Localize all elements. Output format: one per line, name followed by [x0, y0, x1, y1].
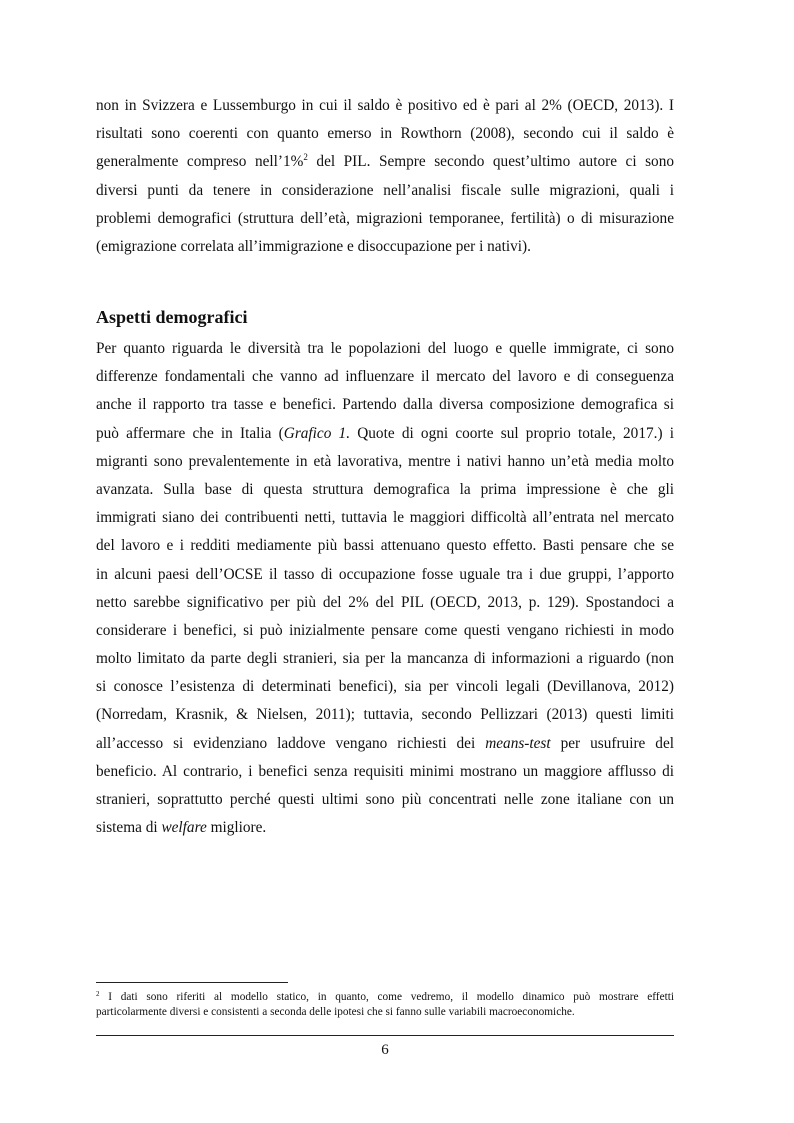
text-line: considerare i benefici, si può inizialmente pensare come questi vengano richiesti in modo	[96, 621, 674, 639]
section-heading: Aspetti demografici	[96, 307, 248, 327]
text-line: Per quanto riguarda le diversità tra le popolazioni del luogo e quelle immigrate, ci sono	[96, 340, 674, 357]
chart-reference: Grafico 1.	[283, 424, 351, 442]
text-run: I dati sono riferiti al modello statico, in quanto, come vedremo, il modello dinamico può mostrare effetti	[99, 991, 674, 1003]
text-run: generalmente compreso nell’1%	[96, 153, 304, 171]
text-line: risultati sono coerenti con quanto emerso in Rowthorn (2008), secondo cui il saldo è	[96, 125, 674, 143]
text-line: avanzata. Sulla base di questa struttura demografica la prima impressione è che gli	[96, 480, 674, 498]
text-line: immigrati siano dei contribuenti netti, tuttavia le maggiori difficoltà all’entrata nel mercato	[96, 509, 674, 527]
text-line: (emigrazione correlata all’immigrazione e disoccupazione per i nativi).	[96, 237, 531, 255]
text-line: stranieri, soprattutto perché questi ultimi sono più concentrati nelle zone italiane con un	[96, 791, 674, 808]
text-run: del PIL. Sempre secondo quest’ultimo autore ci sono	[307, 153, 675, 171]
text-line: differenze fondamentali che vanno ad influenzare il mercato del lavoro e di conseguenza	[96, 368, 674, 386]
text-run: per usufruire del	[550, 734, 674, 752]
footnote-line: particolarmente diversi e consistenti a seconda delle ipotesi che si fanno sulle variabili macroeconomiche.	[96, 1006, 575, 1018]
text-line: molto limitato da parte degli stranieri, sia per la mancanza di informazioni a riguardo (non	[96, 650, 674, 668]
text-run: Quote di ogni coorte sul proprio totale, 2017.) i	[350, 424, 674, 442]
text-line: in alcuni paesi dell’OCSE il tasso di occupazione fosse uguale tra i due gruppi, l’apporto	[96, 565, 674, 583]
italic-term: means-test	[485, 734, 551, 752]
text-line: netto sarebbe significativo per più del 2% del PIL (OECD, 2013, p. 129). Spostandoci a	[96, 593, 674, 611]
page-number: 6	[381, 1042, 389, 1058]
footnote-line	[96, 990, 674, 1005]
text-line	[96, 420, 674, 448]
footnote-reference: 2	[303, 152, 308, 163]
footer-rule	[96, 1035, 674, 1036]
italic-term: welfare	[161, 819, 207, 837]
text-line: non in Svizzera e Lussemburgo in cui il saldo è positivo ed è pari al 2% (OECD, 2013). I	[96, 97, 674, 114]
paragraph-fiscal-balance	[96, 92, 674, 261]
text-line: beneficio. Al contrario, i benefici senza requisiti minimi mostrano un maggiore afflusso di	[96, 762, 674, 780]
text-run: all’accesso si evidenziano laddove vengano richiesti dei	[96, 734, 486, 752]
text-run: migliore.	[206, 819, 267, 837]
text-line: problemi demografici (struttura dell’età, migrazioni temporanee, fertilità) o di misurazione	[96, 209, 674, 227]
text-line	[96, 148, 674, 176]
text-run: può affermare che in Italia (	[96, 424, 284, 442]
text-line: migranti sono prevalentemente in età lavorativa, mentre i nativi hanno un’età media molto	[96, 452, 674, 470]
text-line: (Norredam, Krasnik, & Nielsen, 2011); tuttavia, secondo Pellizzari (2013) questi limiti	[96, 706, 674, 724]
text-line: anche il rapporto tra tasse e benefici. Partendo dalla diversa composizione demografica si	[96, 396, 674, 414]
footnote-mark: 2	[96, 990, 100, 998]
paragraph-demographics	[96, 335, 674, 842]
text-line	[96, 814, 674, 842]
text-line: diversi punti da tenere in considerazione nell’analisi fiscale sulle migrazioni, quali i	[96, 181, 674, 199]
text-line: si conosce l’esistenza di determinati benefici), sia per vincoli legali (Devillanova, 2012)	[96, 678, 674, 696]
footnote	[96, 990, 674, 1020]
text-run: sistema di	[96, 819, 162, 837]
text-line	[96, 730, 674, 758]
text-line: del lavoro e i redditi mediamente più bassi attenuano questo effetto. Basti pensare che se	[96, 537, 674, 555]
footnote-separator	[96, 982, 288, 983]
